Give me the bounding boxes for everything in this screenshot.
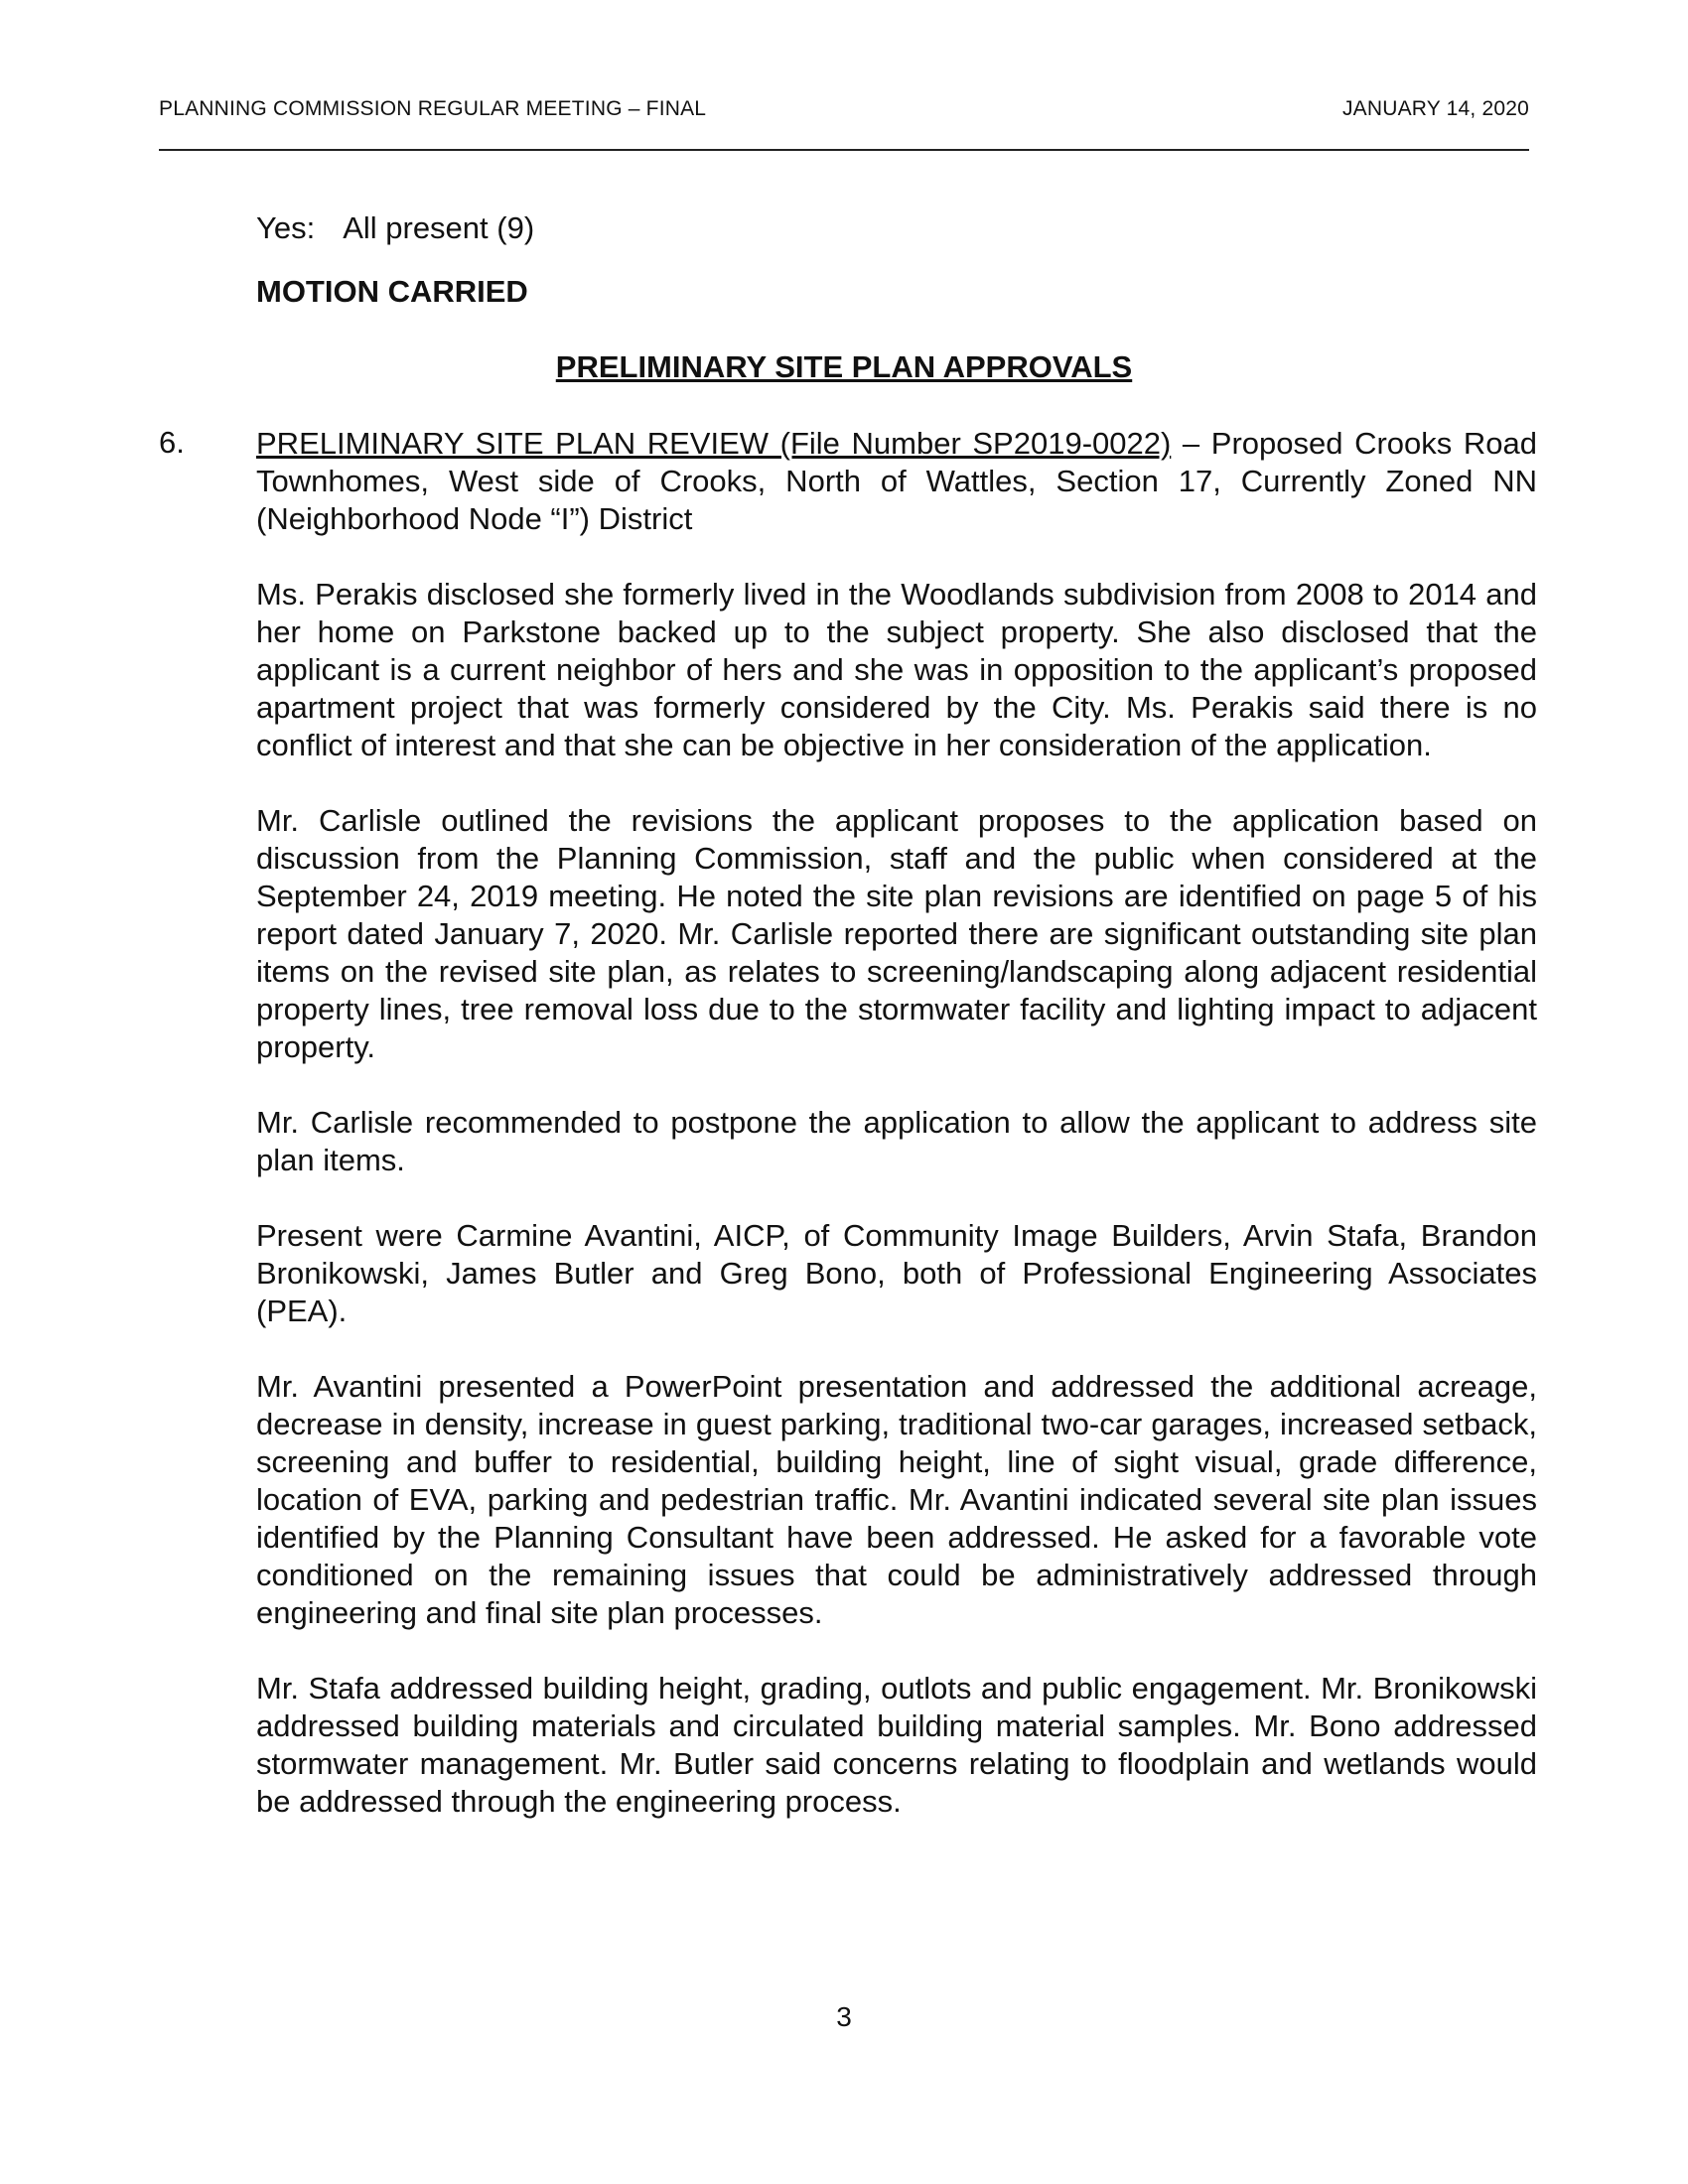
meeting-title: PLANNING COMMISSION REGULAR MEETING – FINAL [159,97,707,120]
vote-line [256,210,534,246]
item-number: 6. [159,425,185,460]
paragraph-team-remarks: Mr. Stafa addressed building height, grading, outlots and public engagement. Mr. Bronikowski addressed building materials and circulated building material samples. Mr. Bono addressed stormwater management. Mr. Butler said concerns relating to floodplain and wetlands would be addressed through the engineering process. [256,1671,1537,1819]
item-title-link: PRELIMINARY SITE PLAN REVIEW (File Number SP2019-0022) [256,426,1172,461]
paragraph-carlisle-recommendation: Mr. Carlisle recommended to postpone the application to allow the applicant to address site plan items. [256,1105,1537,1177]
vote-value: All present (9) [343,210,535,245]
page-header [159,97,1529,127]
item-title-description: – Proposed Crooks Road Townhomes, West side of Crooks, North of Wattles, Section 17, Currently Zoned NN (Neighborhood Node “I”) District [256,426,1537,536]
paragraph-perakis-disclosure: Ms. Perakis disclosed she formerly lived in the Woodlands subdivision from 2008 to 2014 and her home on Parkstone backed up to the subject property. She also disclosed that the applicant is a current neighbor of hers and she was in opposition to the applicant’s proposed apartment project that was formerly considered by the City. Ms. Perakis said there is no conflict of interest and that she can be objective in her consideration of the application. [256,577,1537,762]
minutes-body [256,425,1537,1858]
paragraph-carlisle-revisions: Mr. Carlisle outlined the revisions the applicant proposes to the application based on discussion from the Planning Commission, staff and the public when considered at the September 24, 2019 meeting. He noted the site plan revisions are identified on page 5 of his report dated January 7, 2020. Mr. Carlisle reported there are significant outstanding site plan items on the revised site plan, as relates to screening/landscaping along adjacent residential property lines, tree removal loss due to the stormwater facility and lighting impact to adjacent property. [256,803,1537,1064]
item-title [256,425,1537,538]
vote-label: Yes: [256,210,316,245]
header-divider [159,149,1529,151]
section-heading: PRELIMINARY SITE PLAN APPROVALS [555,349,1133,384]
page-number: 3 [836,2001,852,2032]
paragraph-avantini-presentation: Mr. Avantini presented a PowerPoint presentation and addressed the additional acreage, decrease in density, increase in guest parking, traditional two-car garages, increased setback, screening and buffer to residential, building height, line of sight visual, grade difference, location of EVA, parking and pedestrian traffic. Mr. Avantini indicated several site plan issues identified by the Planning Consultant have been addressed. He asked for a favorable vote conditioned on the remaining issues that could be administratively addressed through engineering and final site plan processes. [256,1369,1537,1630]
paragraph-attendees: Present were Carmine Avantini, AICP, of Community Image Builders, Arvin Stafa, Brandon Bronikowski, James Butler and Greg Bono, both of Professional Engineering Associates (PEA). [256,1218,1537,1328]
meeting-date: JANUARY 14, 2020 [1341,97,1529,120]
motion-result: MOTION CARRIED [256,274,528,309]
